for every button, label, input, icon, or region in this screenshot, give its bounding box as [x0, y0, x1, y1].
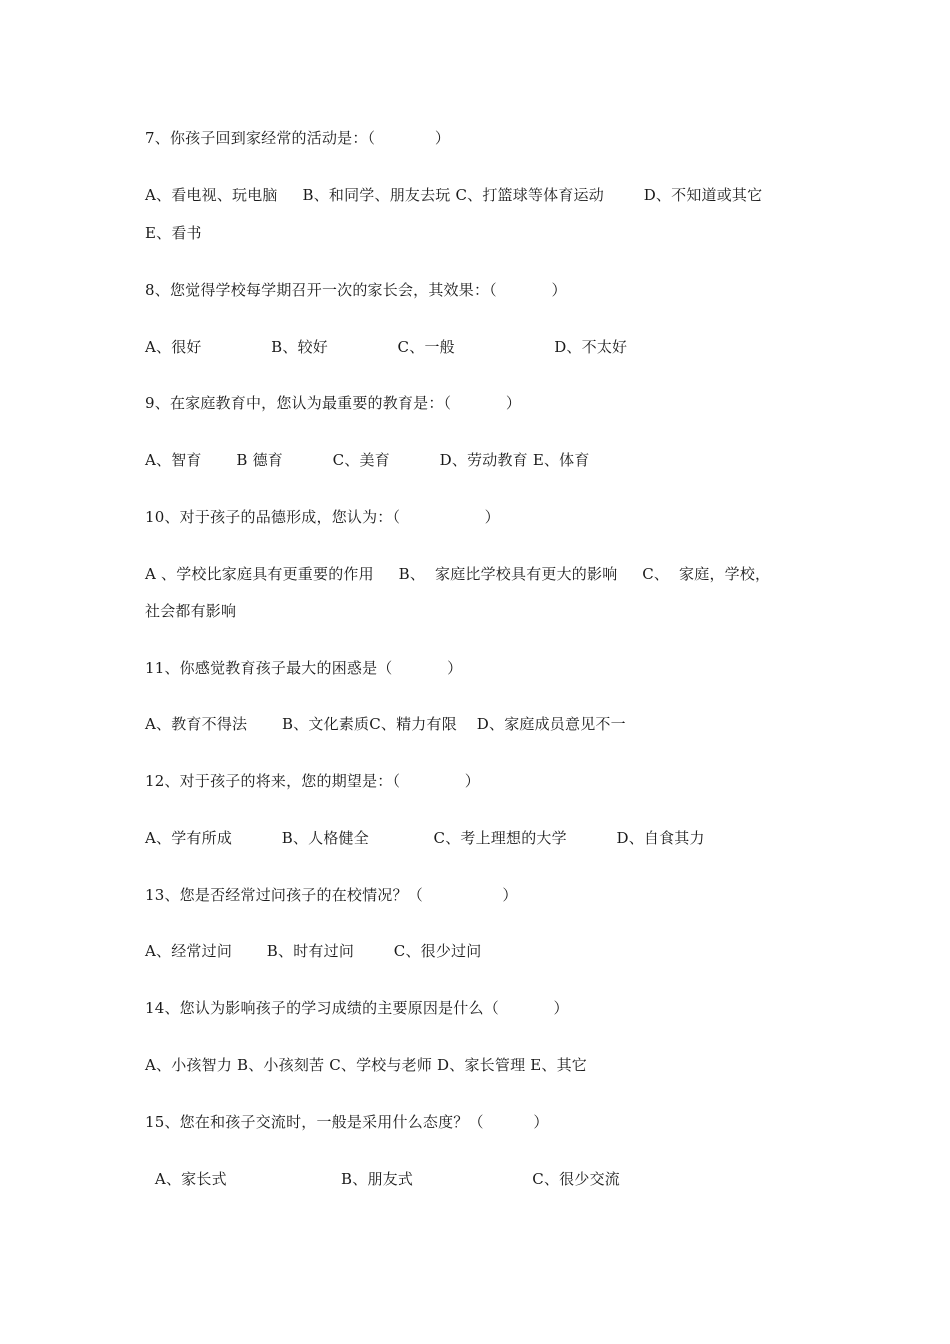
question-7: 7、你孩子回到家经常的活动是：（ ）: [145, 129, 451, 147]
question-10: 10、对于孩子的品德形成，您认为：（ ）: [145, 508, 500, 526]
question-10-options-line-1: A 、学校比家庭具有更重要的作用 B、 家庭比学校具有更大的影响 C、 家庭，学校，: [145, 565, 771, 583]
question-11: 11、你感觉教育孩子最大的困惑是（ ）: [145, 659, 463, 677]
question-15: 15、您在和孩子交流时，一般是采用什么态度？（ ）: [145, 1113, 549, 1131]
question-7-options-line-2: E、看书: [145, 224, 202, 242]
question-11-options: A、教育不得法 B、文化素质C、精力有限 D、家庭成员意见不一: [145, 715, 626, 733]
question-9: 9、在家庭教育中，您认为最重要的教育是：（ ）: [145, 394, 522, 412]
question-10-options-line-2: 社会都有影响: [145, 602, 237, 620]
question-9-options: A、智育 B 德育 C、美育 D、劳动教育 E、体育: [145, 451, 590, 469]
question-12-options: A、学有所成 B、人格健全 C、考上理想的大学 D、自食其力: [145, 829, 705, 847]
question-13: 13、您是否经常过问孩子的在校情况？（ ）: [145, 886, 518, 904]
question-14: 14、您认为影响孩子的学习成绩的主要原因是什么（ ）: [145, 999, 569, 1017]
question-13-options: A、经常过问 B、时有过问 C、很少过问: [145, 942, 482, 960]
question-8: 8、您觉得学校每学期召开一次的家长会，其效果：（ ）: [145, 281, 567, 299]
question-14-options: A、小孩智力 B、小孩刻苦 C、学校与老师 D、家长管理 E、其它: [145, 1056, 587, 1074]
question-12: 12、对于孩子的将来，您的期望是：（ ）: [145, 772, 480, 790]
question-7-options-line-1: A、看电视、玩电脑 B、和同学、朋友去玩 C、打篮球等体育运动 D、不知道或其它: [145, 186, 763, 204]
question-15-options: A、家长式 B、朋友式 C、很少交流: [145, 1170, 620, 1188]
question-8-options: A、很好 B、较好 C、一般 D、不太好: [145, 338, 628, 356]
